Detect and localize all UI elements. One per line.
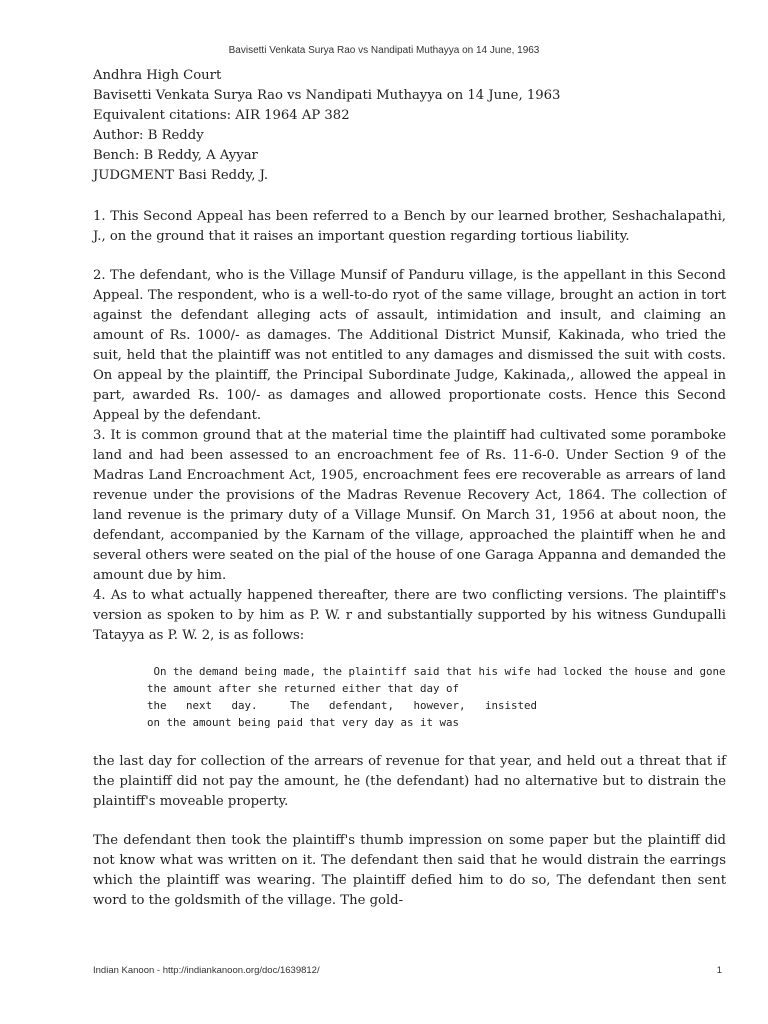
running-header: Bavisetti Venkata Surya Rao vs Nandipati Muthayya on 14 June, 1963	[228, 45, 540, 56]
paragraph-6: The defendant then took the plaintiff's thumb impression on some paper but the plaintiff did not know what was written on it. The defendant then said that he would distrain the earrings which the plaintiff was wearing. The plaintiff defied him to do so, The defendant then sent word to the goldsmith of the village. The gold-	[93, 833, 726, 908]
paragraph-4: 4. As to what actually happened thereafter, there are two conflicting versions. The plaintiff's version as spoken to by him as P. W. r and substantially supported by his witness Gundupalli Tatayya as P. W. 2, is as follows:	[93, 588, 726, 643]
quoted-testimony	[147, 663, 768, 731]
document-meta	[93, 66, 733, 186]
quote-line: On the demand being made, the plaintiff said that his wife had locked the house and gone	[147, 665, 726, 678]
paragraph-1: 1. This Second Appeal has been referred to a Bench by our learned brother, Seshachalapathi, J., on the ground that it raises an important question regarding tortious liability.	[93, 209, 726, 244]
judgment-line: JUDGMENT Basi Reddy, J.	[93, 168, 269, 183]
page-number: 1	[716, 965, 722, 976]
footer-source-link[interactable]: Indian Kanoon - http://indiankanoon.org/doc/1639812/	[93, 965, 320, 976]
citations: Equivalent citations: AIR 1964 AP 382	[93, 108, 350, 123]
court-name: Andhra High Court	[93, 68, 222, 83]
author: Author: B Reddy	[93, 128, 204, 143]
quote-line: the next day. The defendant, however, insisted	[147, 699, 538, 712]
paragraph-5: the last day for collection of the arrears of revenue for that year, and held out a threat that if the plaintiff did not pay the amount, he (the defendant) had no alternative but to distrain the plaintiff's moveable property.	[93, 754, 726, 809]
paragraph-3: 3. It is common ground that at the material time the plaintiff had cultivated some poramboke land and had been assessed to an encroachment fee of Rs. 11-6-0. Under Section 9 of the Madras Land Encroachment Act, 1905, encroachment fees ere recoverable as arrears of land revenue under the provisions of the Madras Revenue Recovery Act, 1864. The collection of land revenue is the primary duty of a Village Munsif. On March 31, 1956 at about noon, the defendant, accompanied by the Karnam of the village, approached the plaintiff when he and several others were seated on the pial of the house of one Garaga Appanna and demanded the amount due by him.	[93, 428, 726, 583]
case-title: Bavisetti Venkata Surya Rao vs Nandipati Muthayya on 14 June, 1963	[93, 88, 561, 103]
bench: Bench: B Reddy, A Ayyar	[93, 148, 258, 163]
quote-line: the amount after she returned either that day of	[147, 682, 460, 695]
quote-line: on the amount being paid that very day as it was	[147, 716, 460, 729]
paragraph-2: 2. The defendant, who is the Village Munsif of Panduru village, is the appellant in this Second Appeal. The respondent, who is a well-to-do ryot of the same village, brought an action in tort against the defendant alleging acts of assault, intimidation and insult, and claiming an amount of Rs. 1000/- as damages. The Additional District Munsif, Kakinada, who tried the suit, held that the plaintiff was not entitled to any damages and dismissed the suit with costs. On appeal by the plaintiff, the Principal Subordinate Judge, Kakinada,, allowed the appeal in part, awarded Rs. 100/- as damages and allowed proportionate costs. Hence this Second Appeal by the defendant.	[93, 268, 726, 423]
